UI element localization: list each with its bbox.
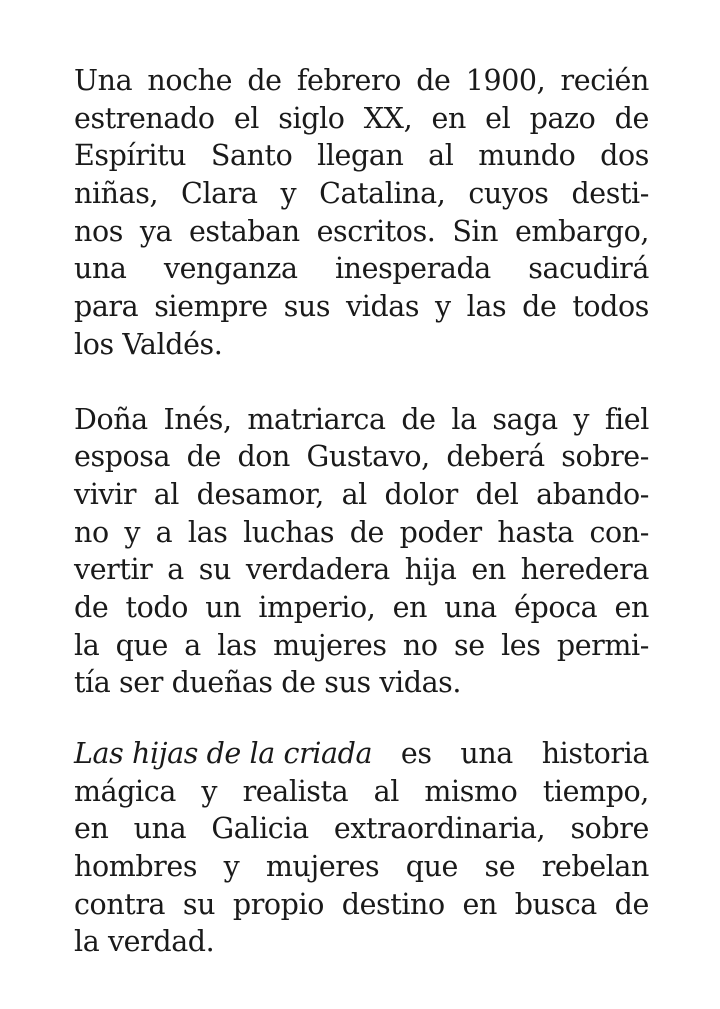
word: imperio, — [258, 590, 376, 624]
word: ya — [139, 214, 173, 248]
word: pazo — [529, 101, 596, 135]
word: propio — [232, 887, 324, 921]
book-synopsis — [74, 62, 649, 961]
word: mujeres — [265, 850, 380, 884]
word: embargo, — [514, 214, 649, 248]
word: inesperada — [334, 252, 491, 286]
word: en — [74, 812, 109, 846]
text-line — [74, 62, 649, 100]
word: heredera — [520, 553, 649, 587]
word: abando- — [536, 477, 649, 511]
word: permi- — [556, 628, 649, 662]
word: venganza — [163, 252, 298, 286]
word: fiel — [604, 402, 649, 436]
word: y — [124, 515, 141, 549]
word: una — [444, 590, 497, 624]
text-line — [74, 514, 649, 552]
text-line — [74, 250, 649, 288]
text-line — [74, 627, 649, 665]
word: realista — [242, 774, 349, 808]
word: de — [349, 515, 385, 549]
word: de — [416, 64, 451, 97]
word: al — [428, 139, 454, 173]
word: de — [614, 101, 649, 135]
word: en — [614, 590, 649, 624]
word: recién — [560, 64, 649, 97]
word: vertir — [74, 553, 153, 587]
word: no — [74, 515, 109, 549]
word: mundo — [478, 139, 576, 173]
word: dolor — [384, 477, 458, 511]
word: que — [115, 628, 168, 662]
word: y — [573, 402, 590, 436]
word: Santo — [210, 139, 293, 173]
word: llegan — [317, 139, 404, 173]
text-line — [74, 551, 649, 589]
word: mujeres — [273, 628, 387, 662]
word: Una — [74, 64, 133, 97]
paragraph-1 — [74, 62, 649, 364]
text-line — [74, 923, 649, 961]
word: siempre — [154, 290, 268, 324]
word: la verdad. — [74, 925, 215, 959]
word: 1900, — [465, 64, 546, 97]
word: vivir — [74, 477, 137, 511]
word: vidas — [346, 290, 420, 324]
word: hija — [404, 553, 457, 587]
word: todos — [572, 290, 649, 324]
word: hasta — [497, 515, 574, 549]
text-line — [74, 100, 649, 138]
word: en — [431, 101, 466, 135]
word: un — [205, 590, 242, 624]
word: escritos. — [316, 214, 436, 248]
word: la — [451, 402, 477, 436]
word: sobre- — [561, 440, 649, 474]
word: mágica — [74, 774, 176, 808]
word: les — [501, 628, 541, 662]
word: los Valdés. — [74, 327, 223, 361]
word: a — [155, 515, 173, 549]
word: al — [153, 477, 180, 511]
word: Gustavo, — [306, 440, 430, 474]
word: saga — [492, 402, 558, 436]
word: cuyos — [468, 177, 549, 211]
word: de — [522, 290, 557, 324]
word: las — [217, 628, 257, 662]
word: y — [201, 774, 218, 808]
word: del — [475, 477, 519, 511]
word: busca — [514, 887, 597, 921]
word: que — [405, 850, 458, 884]
word: noche — [147, 64, 233, 97]
word: contra — [74, 887, 166, 921]
word: todo — [125, 590, 188, 624]
word: tiempo, — [542, 774, 649, 808]
word: tía ser dueñas de sus vidas. — [74, 666, 462, 700]
word: para — [74, 290, 139, 324]
word: Sin — [452, 214, 499, 248]
word: nos — [74, 214, 123, 248]
text-line — [74, 735, 649, 773]
word: desamor, — [196, 477, 324, 511]
word: sus — [283, 290, 331, 324]
word: a — [167, 553, 184, 587]
word: una — [133, 812, 187, 846]
word: el — [485, 101, 511, 135]
word: sobre — [570, 812, 649, 846]
word: destino — [341, 887, 445, 921]
word: Espíritu — [74, 139, 187, 173]
word: y — [435, 290, 451, 324]
word: de — [614, 887, 649, 921]
word: Catalina, — [319, 177, 446, 211]
word: época — [514, 590, 598, 624]
word: en — [392, 590, 428, 624]
word: al — [373, 774, 399, 808]
word: de — [74, 590, 109, 624]
word: desti- — [571, 177, 649, 211]
text-line — [74, 886, 649, 924]
book-title: Las hijas de la criada — [74, 737, 373, 770]
word: Galicia — [211, 812, 309, 846]
text-line — [74, 773, 649, 811]
word: una — [74, 252, 127, 286]
word: siglo — [278, 101, 345, 135]
text-line — [74, 810, 649, 848]
word: hombres — [74, 850, 198, 884]
word: no — [402, 628, 438, 662]
paragraph-3 — [74, 735, 649, 961]
word: de — [186, 440, 221, 474]
text-line — [74, 401, 649, 439]
word: Doña — [74, 402, 148, 436]
word: esposa — [74, 440, 171, 474]
word: de — [401, 402, 436, 436]
word: mismo — [424, 774, 518, 808]
text-line — [74, 137, 649, 175]
word: matriarca — [247, 402, 386, 436]
word: es — [400, 737, 432, 770]
word: en — [471, 553, 506, 587]
word: rebelan — [541, 850, 649, 884]
word: XX, — [363, 101, 413, 135]
word: Inés, — [163, 402, 232, 436]
text-line — [74, 288, 649, 326]
word: se — [454, 628, 485, 662]
word: con- — [589, 515, 649, 549]
word: al — [341, 477, 367, 511]
text-line — [74, 175, 649, 213]
word: se — [484, 850, 516, 884]
word: en — [462, 887, 497, 921]
text-line — [74, 438, 649, 476]
word: sacudirá — [528, 252, 649, 286]
word: una — [460, 737, 513, 770]
word: niñas, — [74, 177, 159, 211]
word: estrenado — [74, 101, 215, 135]
word: extraordinaria, — [333, 812, 546, 846]
word: de — [247, 64, 282, 97]
word: dos — [600, 139, 649, 173]
word: las — [187, 515, 228, 549]
word: febrero — [296, 64, 401, 97]
word: historia — [541, 737, 649, 770]
word: la — [74, 628, 100, 662]
text-line — [74, 476, 649, 514]
word: y — [223, 850, 240, 884]
text-line — [74, 326, 649, 364]
word: Clara — [181, 177, 258, 211]
word: luchas — [243, 515, 335, 549]
word: y — [280, 177, 297, 211]
word: poder — [399, 515, 482, 549]
word: las — [466, 290, 507, 324]
word: a — [184, 628, 201, 662]
word: su — [182, 887, 216, 921]
text-line — [74, 848, 649, 886]
text-line — [74, 589, 649, 627]
word: don — [237, 440, 290, 474]
word: deberá — [446, 440, 545, 474]
paragraph-2 — [74, 401, 649, 703]
text-line — [74, 213, 649, 251]
word: verdadera — [245, 553, 390, 587]
word: estaban — [188, 214, 300, 248]
word: el — [233, 101, 260, 135]
text-line — [74, 664, 649, 702]
word: su — [198, 553, 231, 587]
